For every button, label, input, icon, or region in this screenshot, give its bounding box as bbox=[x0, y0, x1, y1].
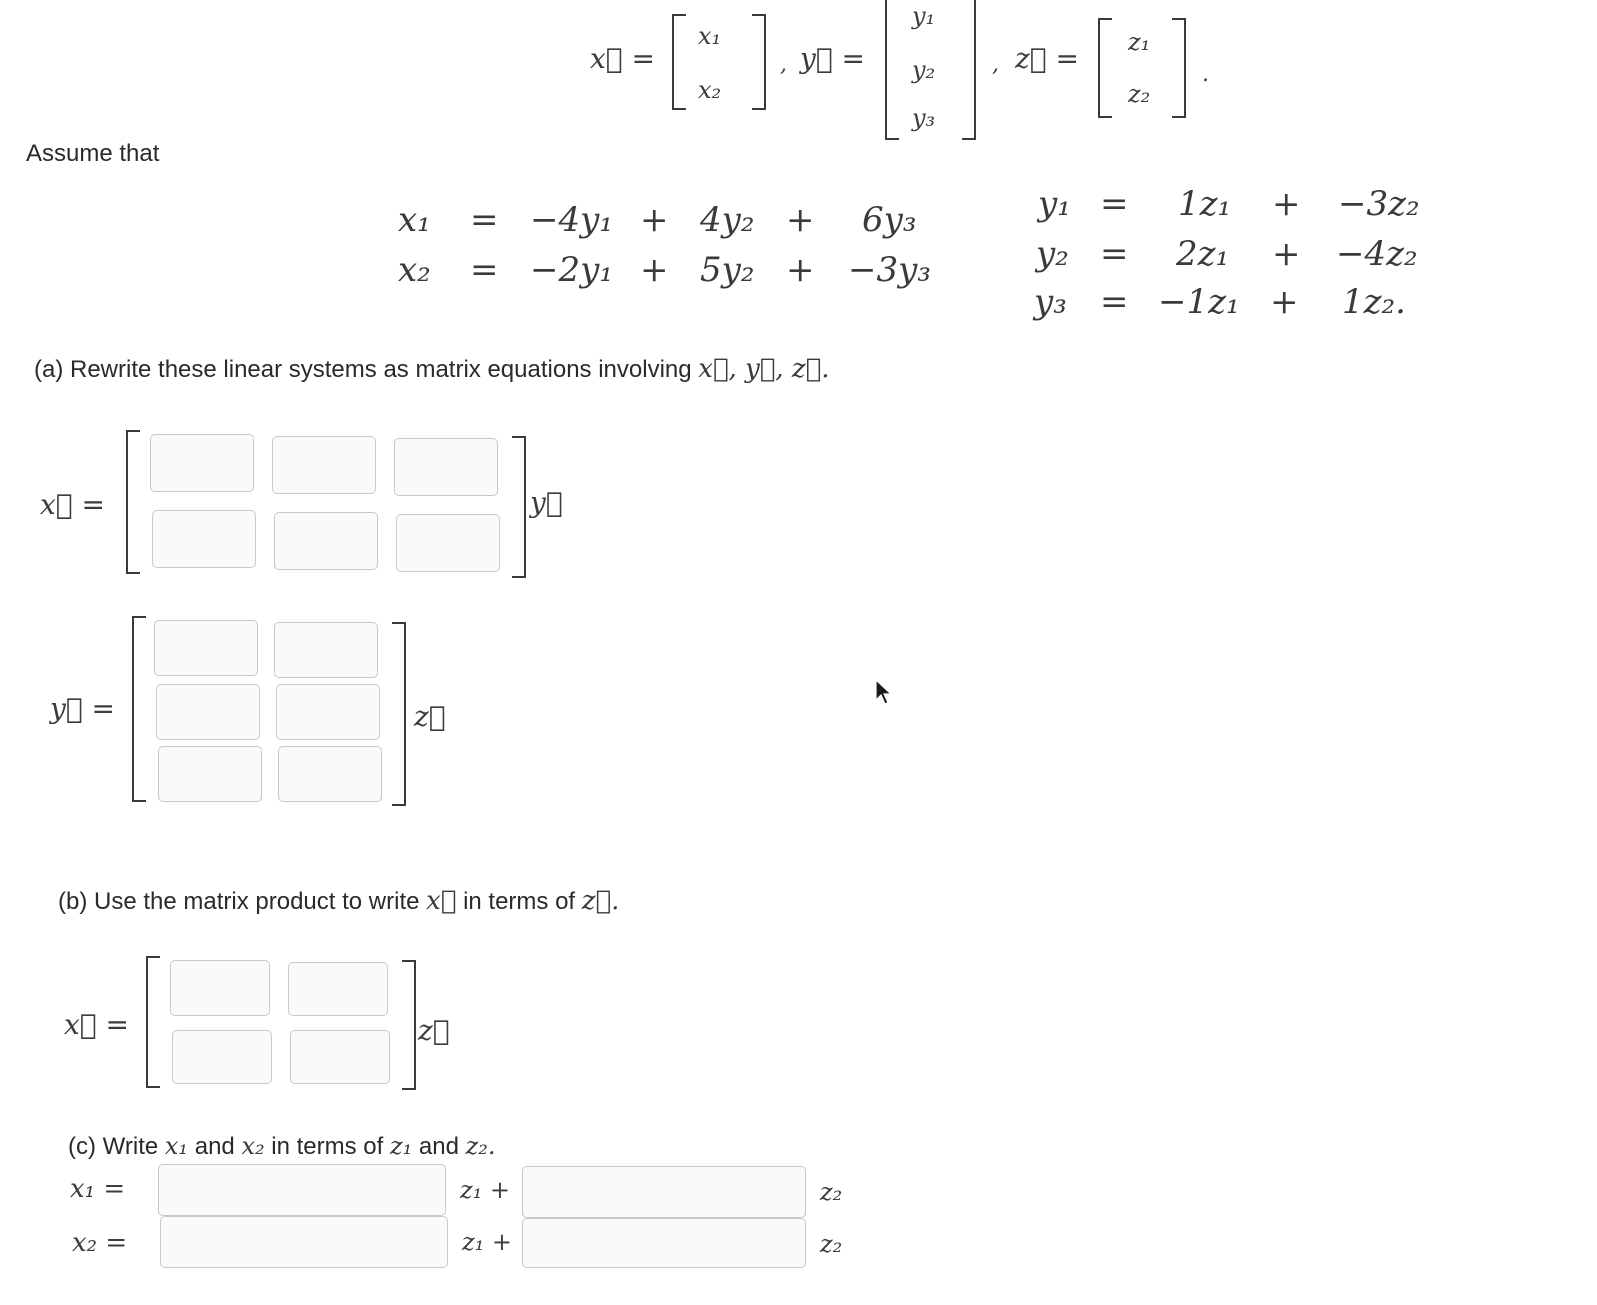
y-def-comp-2: y₂ bbox=[912, 56, 936, 84]
part-b-var2: z⃗. bbox=[581, 886, 620, 916]
y-def-bracket-right bbox=[962, 0, 976, 140]
matrix1-cell-r1c3[interactable] bbox=[394, 438, 498, 496]
matrix2-bracket-right bbox=[392, 622, 406, 806]
sys-y-row1-t1: 1z₁ bbox=[1178, 184, 1232, 224]
sys-y-row2-t1: 2z₁ bbox=[1176, 234, 1230, 274]
y-def-comp-1: y₁ bbox=[912, 2, 936, 30]
part-c-row2-z1: z₁ + bbox=[462, 1228, 513, 1256]
sys-y-row1-t2: −3z₂ bbox=[1338, 184, 1420, 224]
separator-comma: , bbox=[780, 52, 787, 77]
matrix1-cell-r1c2[interactable] bbox=[272, 436, 376, 494]
z-vector-label: z⃗ = bbox=[1015, 42, 1079, 75]
sys-x-row2-t3: −3y₃ bbox=[848, 250, 931, 290]
x-vector-label: x⃗ = bbox=[590, 42, 655, 75]
mouse-pointer-icon bbox=[874, 678, 896, 708]
sys-y-row1-lhs: y₁ bbox=[1038, 184, 1071, 224]
sys-x-row2-p1: + bbox=[640, 250, 669, 290]
part-c-row1-lhs: x₁ = bbox=[70, 1174, 126, 1204]
matrix1-bracket-right bbox=[512, 436, 526, 578]
sys-y-row2-eq: = bbox=[1100, 234, 1129, 274]
end-period: . bbox=[1202, 62, 1209, 87]
matrix2-cell-r2c1[interactable] bbox=[156, 684, 260, 740]
sys-x-row2-eq: = bbox=[470, 250, 499, 290]
matrix1-lhs: x⃗ = bbox=[40, 488, 105, 521]
matrix2-cell-r1c2[interactable] bbox=[274, 622, 378, 678]
y-def-bracket-left bbox=[885, 0, 899, 140]
sys-y-row3-eq: = bbox=[1100, 282, 1129, 322]
sys-y-row1-eq: = bbox=[1100, 184, 1129, 224]
part-c-row2-lhs: x₂ = bbox=[72, 1228, 128, 1258]
matrix1-cell-r2c2[interactable] bbox=[274, 512, 378, 570]
matrix1-cell-r1c1[interactable] bbox=[150, 434, 254, 492]
part-c-row1-z1: z₁ + bbox=[460, 1176, 511, 1204]
assume-text: Assume that bbox=[26, 140, 160, 167]
sys-x-row1-t1: −4y₁ bbox=[530, 200, 613, 240]
x2-z2-coefficient-input[interactable] bbox=[522, 1218, 806, 1268]
matrix2-cell-r1c1[interactable] bbox=[154, 620, 258, 676]
sys-x-row1-t3: 6y₃ bbox=[862, 200, 917, 240]
matrix2-cell-r3c1[interactable] bbox=[158, 746, 262, 802]
sys-y-row2-lhs: y₂ bbox=[1036, 234, 1069, 274]
part-a-vars: x⃗, y⃗, z⃗. bbox=[698, 354, 830, 384]
matrix3-rhs: z⃗ bbox=[418, 1014, 450, 1047]
part-c-prompt: (c) Write x₁ and x₂ in terms of z₁ and z₂. bbox=[68, 1132, 496, 1160]
sys-x-row2-t1: −2y₁ bbox=[530, 250, 613, 290]
part-a-prompt: (a) Rewrite these linear systems as matrix equations involving x⃗, y⃗, z⃗. bbox=[34, 354, 830, 384]
x-def-bracket-right bbox=[752, 14, 766, 110]
x1-z1-coefficient-input[interactable] bbox=[158, 1164, 446, 1216]
z-def-bracket-left bbox=[1098, 18, 1112, 118]
part-b-var1: x⃗ bbox=[426, 886, 457, 916]
z-def-bracket-right bbox=[1172, 18, 1186, 118]
matrix3-cell-r2c2[interactable] bbox=[290, 1030, 390, 1084]
sys-y-row2-t2: −4z₂ bbox=[1336, 234, 1418, 274]
sys-x-row2-t2: 5y₂ bbox=[700, 250, 755, 290]
z-def-comp-2: z₂ bbox=[1128, 80, 1151, 108]
sys-x-row1-p1: + bbox=[640, 200, 669, 240]
matrix3-cell-r1c1[interactable] bbox=[170, 960, 270, 1016]
sys-x-row2-lhs: x₂ bbox=[398, 250, 431, 290]
sys-x-row2-p2: + bbox=[786, 250, 815, 290]
z-def-comp-1: z₁ bbox=[1128, 28, 1151, 56]
sys-y-row3-lhs: y₃ bbox=[1034, 282, 1067, 322]
x1-z2-coefficient-input[interactable] bbox=[522, 1166, 806, 1218]
sys-x-row1-lhs: x₁ bbox=[398, 200, 431, 240]
matrix3-cell-r2c1[interactable] bbox=[172, 1030, 272, 1084]
sys-y-row3-t1: −1z₁ bbox=[1158, 282, 1240, 322]
sys-x-row1-eq: = bbox=[470, 200, 499, 240]
matrix1-bracket-left bbox=[126, 430, 140, 574]
sys-y-row1-p1: + bbox=[1272, 184, 1301, 224]
sys-x-row1-t2: 4y₂ bbox=[700, 200, 755, 240]
x-def-comp-1: x₁ bbox=[698, 22, 722, 50]
matrix2-lhs: y⃗ = bbox=[50, 692, 115, 725]
matrix3-cell-r1c2[interactable] bbox=[288, 962, 388, 1016]
matrix2-rhs: z⃗ bbox=[414, 700, 446, 733]
matrix3-bracket-right bbox=[402, 960, 416, 1090]
matrix3-lhs: x⃗ = bbox=[64, 1008, 129, 1041]
x2-z1-coefficient-input[interactable] bbox=[160, 1216, 448, 1268]
matrix1-cell-r2c3[interactable] bbox=[396, 514, 500, 572]
matrix1-cell-r2c1[interactable] bbox=[152, 510, 256, 568]
matrix2-cell-r3c2[interactable] bbox=[278, 746, 382, 802]
x-def-bracket-left bbox=[672, 14, 686, 110]
sys-y-row3-p1: + bbox=[1270, 282, 1299, 322]
matrix1-rhs: y⃗ bbox=[530, 486, 563, 519]
sys-x-row1-p2: + bbox=[786, 200, 815, 240]
y-vector-label: y⃗ = bbox=[800, 42, 865, 75]
matrix3-bracket-left bbox=[146, 956, 160, 1088]
sys-y-row3-t2: 1z₂. bbox=[1342, 282, 1406, 322]
y-def-comp-3: y₃ bbox=[912, 104, 936, 132]
x-def-comp-2: x₂ bbox=[698, 76, 722, 104]
separator-comma: , bbox=[992, 52, 999, 77]
part-b-prompt: (b) Use the matrix product to write x⃗ in terms of z⃗. bbox=[58, 886, 620, 916]
matrix2-cell-r2c2[interactable] bbox=[276, 684, 380, 740]
sys-y-row2-p1: + bbox=[1272, 234, 1301, 274]
part-c-row2-z2: z₂ bbox=[820, 1230, 843, 1258]
matrix2-bracket-left bbox=[132, 616, 146, 802]
part-c-row1-z2: z₂ bbox=[820, 1178, 843, 1206]
